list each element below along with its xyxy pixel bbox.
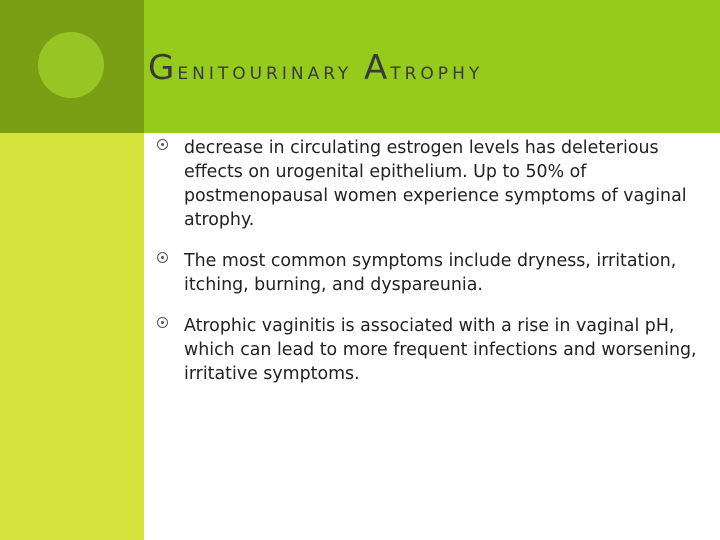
- bullet-text: Atrophic vaginitis is associated with a rise in vaginal pH, which can lead to more frequent infections and worsening, irritative symptoms.: [184, 316, 697, 384]
- circled-dot-icon: [157, 252, 168, 263]
- bullet-item: [157, 249, 717, 297]
- left-header-block: [0, 0, 144, 133]
- bullet-text: decrease in circulating estrogen levels has deleterious effects on urogenital epithelium. Up to 50% of postmenopausal women experience symptoms of vaginal atrophy.: [184, 138, 687, 230]
- decorative-circle: [38, 32, 104, 98]
- title-initial-1: G: [148, 48, 178, 88]
- circled-dot-icon: [157, 317, 168, 328]
- slide-title: [148, 48, 483, 88]
- circled-dot-icon: [157, 139, 168, 150]
- title-word-1-rest: enitourinary: [177, 57, 353, 85]
- bullet-list: [157, 136, 717, 403]
- bullet-text: The most common symptoms include dryness, irritation, itching, burning, and dyspareunia.: [184, 251, 677, 295]
- bullet-item: [157, 314, 717, 386]
- title-word-2-rest: trophy: [390, 57, 484, 85]
- bullet-item: [157, 136, 717, 232]
- title-initial-2: A: [363, 48, 391, 88]
